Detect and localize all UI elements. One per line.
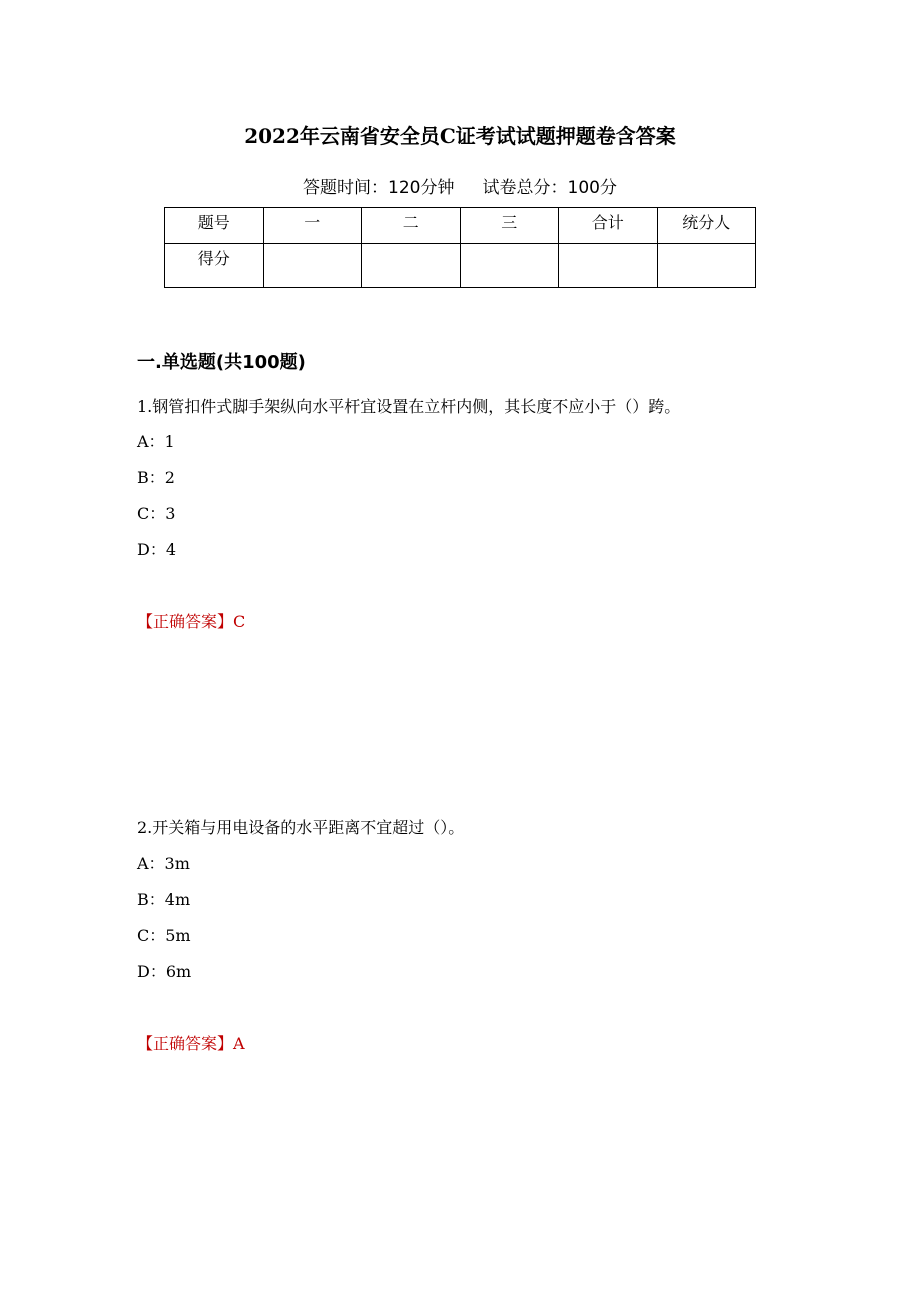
exam-time: 答题时间：120分钟 [303, 178, 455, 198]
score-table-header-row [165, 208, 756, 244]
question-option: B：4m [137, 890, 191, 909]
score-table-header: 一 [263, 208, 362, 244]
score-table-header: 统分人 [657, 208, 756, 244]
score-cell [460, 244, 559, 288]
correct-answer-value: A [233, 1034, 245, 1053]
exam-meta [0, 173, 920, 198]
score-cell [657, 244, 756, 288]
question-option: A：3m [137, 854, 190, 873]
correct-answer-label: 【正确答案】 [137, 612, 234, 631]
score-cell [559, 244, 658, 288]
correct-answer [137, 1031, 245, 1054]
score-cell [362, 244, 461, 288]
question-option: C：5m [137, 926, 191, 945]
exam-total-score: 试卷总分：100分 [482, 178, 617, 198]
question-option: D：6m [137, 962, 192, 981]
score-table-row-label: 得分 [165, 244, 264, 288]
score-table-row [165, 244, 756, 288]
question-text: 2.开关箱与用电设备的水平距离不宜超过（）。 [137, 818, 465, 837]
section-heading: 一.单选题(共100题) [137, 352, 306, 373]
correct-answer-value: C [233, 612, 246, 631]
question-text: 1.钢管扣件式脚手架纵向水平杆宜设置在立杆内侧，其长度不应小于（）跨。 [137, 397, 681, 416]
question-option: A：1 [137, 432, 175, 451]
document-title: 2022年云南省安全员C证考试试题押题卷含答案 [244, 124, 676, 148]
score-cell [263, 244, 362, 288]
question-option: B：2 [137, 468, 175, 487]
score-table-header: 题号 [165, 208, 264, 244]
correct-answer-label: 【正确答案】 [137, 1034, 234, 1053]
question-option: C：3 [137, 504, 176, 523]
score-table-header: 三 [460, 208, 559, 244]
correct-answer [137, 609, 245, 632]
score-table-header: 二 [362, 208, 461, 244]
score-table-header: 合计 [559, 208, 658, 244]
score-table [164, 207, 756, 288]
question-option: D：4 [137, 540, 177, 559]
